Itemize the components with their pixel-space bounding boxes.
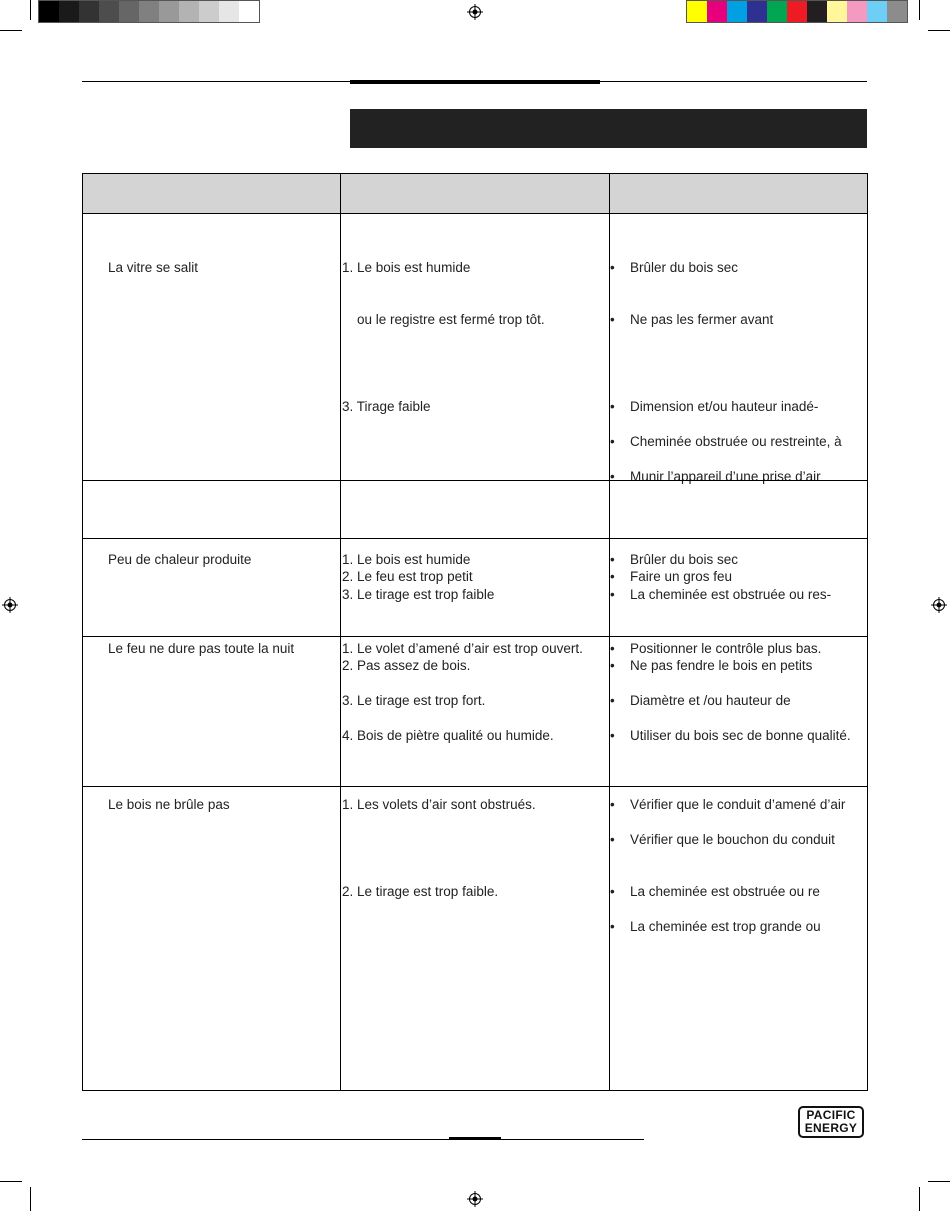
bullet-icon: •: [610, 797, 615, 812]
bullet-icon: •: [610, 641, 615, 656]
solution-cell: [610, 214, 867, 484]
table-header-row: [83, 174, 867, 213]
registration-mark-icon: [467, 4, 483, 20]
cause-text: 2. Pas assez de bois.: [342, 658, 471, 673]
color-swatch: [687, 1, 707, 22]
bullet-icon: •: [610, 832, 615, 847]
color-swatch: [847, 1, 867, 22]
crop-mark: [919, 0, 920, 20]
logo-line-2: ENERGY: [804, 1121, 858, 1135]
header-accent-bar: [350, 80, 600, 84]
registration-mark-icon: [2, 597, 18, 613]
bullet-icon: •: [610, 569, 615, 584]
problem-text: La vitre se salit: [108, 260, 199, 275]
empty-cell: [83, 481, 341, 538]
bullet-icon: •: [610, 884, 615, 899]
crop-mark: [928, 1181, 950, 1182]
color-swatch: [827, 1, 847, 22]
solution-text: Diamètre et /ou hauteur de: [630, 693, 791, 708]
gray-swatch: [199, 1, 219, 22]
problem-text: Peu de chaleur produite: [108, 552, 252, 567]
cause-text: 3. Le tirage est trop fort.: [342, 693, 486, 708]
cause-cell: [341, 637, 610, 786]
gray-swatch: [99, 1, 119, 22]
bullet-icon: •: [610, 312, 615, 327]
registration-mark-icon: [931, 597, 947, 613]
cause-text: 1. Le volet d’amené d’air est trop ouvert.: [342, 641, 583, 656]
solution-text: Faire un gros feu: [630, 569, 733, 584]
solution-text: Dimension et/ou hauteur inadé-: [630, 399, 819, 414]
color-swatch: [747, 1, 767, 22]
crop-mark: [30, 1187, 31, 1211]
table-row: [83, 786, 867, 1090]
color-swatch: [767, 1, 787, 22]
cause-text: 4. Bois de piètre qualité ou humide.: [342, 728, 554, 743]
empty-cell: [341, 481, 610, 538]
empty-cell: [610, 481, 867, 538]
problem-cell: [83, 539, 341, 636]
table-row: [83, 538, 867, 636]
gray-swatch: [79, 1, 99, 22]
bullet-icon: •: [610, 693, 615, 708]
logo-line-1: PACIFIC: [806, 1108, 856, 1122]
cause-text: 2. Le feu est trop petit: [342, 569, 473, 584]
table-row: [83, 636, 867, 786]
header-cell-cause: [341, 174, 610, 213]
gray-swatch: [239, 1, 259, 22]
bullet-icon: •: [610, 469, 615, 484]
solution-text: Vérifier que le conduit d’amené d’air: [630, 797, 846, 812]
solution-text: La cheminée est obstruée ou re: [630, 884, 820, 899]
color-swatch: [787, 1, 807, 22]
solution-text: La cheminée est obstruée ou res-: [630, 587, 832, 602]
solution-text: Positionner le contrôle plus bas.: [630, 641, 822, 656]
cause-text: 1. Le bois est humide: [342, 260, 471, 275]
cause-text: 3. Le tirage est trop faible: [342, 587, 495, 602]
cause-text: 2. Le tirage est trop faible.: [342, 884, 499, 899]
crop-mark: [919, 1187, 920, 1211]
color-swatch: [807, 1, 827, 22]
footer-rule: [82, 1139, 644, 1140]
bullet-icon: •: [610, 919, 615, 934]
gray-swatch: [59, 1, 79, 22]
solution-text: Brûler du bois sec: [630, 552, 739, 567]
solution-text: Brûler du bois sec: [630, 260, 739, 275]
solution-text: Ne pas fendre le bois en petits: [630, 658, 813, 673]
grayscale-calibration-strip: [38, 0, 260, 23]
cause-text: 3. Tirage faible: [342, 399, 431, 414]
solution-text: Utiliser du bois sec de bonne qualité.: [630, 728, 851, 743]
bullet-icon: •: [610, 260, 615, 275]
solution-text: La cheminée est trop grande ou: [630, 919, 821, 934]
cause-text: ou le registre est fermé trop tôt.: [357, 312, 545, 327]
color-swatch: [727, 1, 747, 22]
gray-swatch: [39, 1, 59, 22]
solution-cell: [610, 787, 867, 1090]
gray-swatch: [159, 1, 179, 22]
solution-text: Ne pas les fermer avant: [630, 312, 774, 327]
table-row: [83, 213, 867, 484]
bullet-icon: •: [610, 399, 615, 414]
solution-cell: [610, 539, 867, 636]
registration-mark-icon: [467, 1191, 483, 1207]
color-swatch: [867, 1, 887, 22]
cause-cell: [341, 787, 610, 1090]
crop-mark: [0, 1181, 22, 1182]
footer-accent-bar: [449, 1137, 501, 1140]
gray-swatch: [139, 1, 159, 22]
problem-cell: [83, 637, 341, 786]
cause-cell: [341, 539, 610, 636]
header-cell-solution: [610, 174, 867, 213]
cause-text: 1. Le bois est humide: [342, 552, 471, 567]
problem-cell: [83, 214, 341, 480]
gray-swatch: [219, 1, 239, 22]
section-title-bar: [350, 109, 867, 148]
crop-mark: [928, 30, 950, 31]
bullet-icon: •: [610, 434, 615, 449]
color-swatch: [707, 1, 727, 22]
crop-mark: [0, 30, 22, 31]
gray-swatch: [179, 1, 199, 22]
crop-mark: [30, 0, 31, 20]
table-row-empty: [83, 480, 867, 538]
solution-cell: [610, 637, 867, 786]
solution-text: Cheminée obstruée ou restreinte, à: [630, 434, 842, 449]
cause-text: 1. Les volets d’air sont obstrués.: [342, 797, 536, 812]
color-swatch: [887, 1, 907, 22]
header-cell-problem: [83, 174, 341, 213]
problem-text: Le feu ne dure pas toute la nuit: [108, 641, 295, 656]
color-calibration-strip: [686, 0, 908, 23]
bullet-icon: •: [610, 658, 615, 673]
cause-cell: [341, 214, 610, 480]
problem-cell: [83, 787, 341, 1090]
problem-text: Le bois ne brûle pas: [108, 797, 230, 812]
pacific-energy-logo: [798, 1106, 864, 1138]
bullet-icon: •: [610, 587, 615, 602]
solution-text: Munir l’appareil d’une prise d’air: [630, 469, 821, 484]
troubleshooting-table: [82, 173, 868, 1091]
bullet-icon: •: [610, 728, 615, 743]
gray-swatch: [119, 1, 139, 22]
bullet-icon: •: [610, 552, 615, 567]
solution-text: Vérifier que le bouchon du conduit: [630, 832, 835, 847]
